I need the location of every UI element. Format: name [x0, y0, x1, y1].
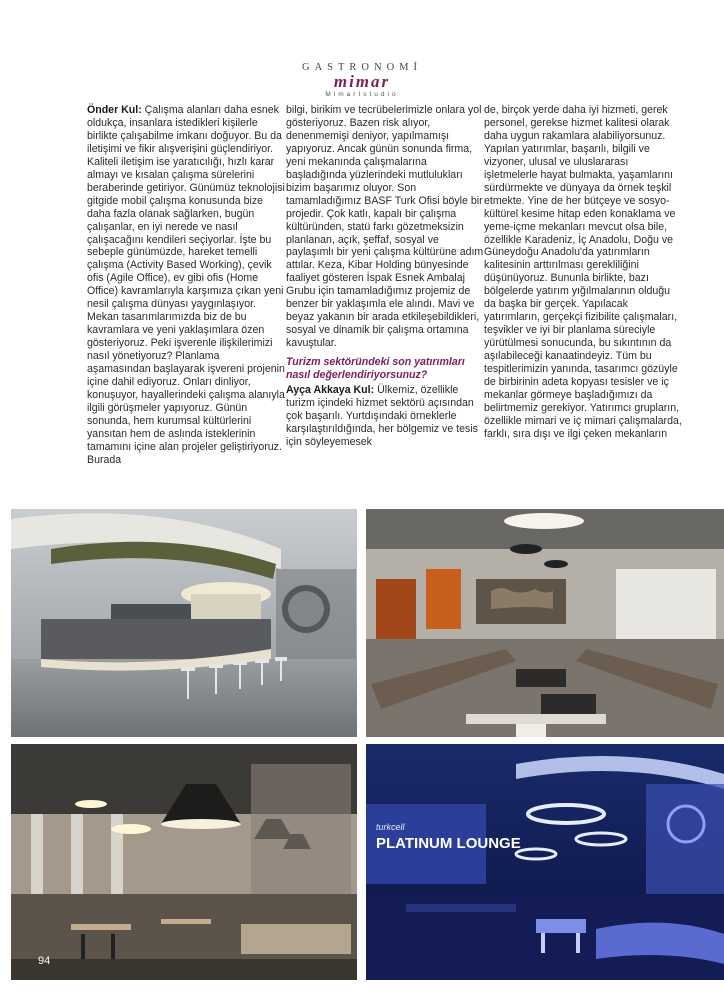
- text-column-2: [286, 104, 484, 449]
- paragraph-text: bilgi, birikim ve tecrübelerimizle onlara yol gösteriyoruz. Bazen risk alıyor, denenmemişi deniyor, yapılmamışı yapıyoruz. Ancak günün sonunda firma, yeni mekanında çalışmalarına başladığında yüzlerindeki mutlulukları bizim başarımız oluyor. Son tamamladığımız BASF Turk Ofisi böyle bir projedir. Çok katlı, kapalı bir çalışma kültüründen, statü farkı gözetmeksizin planlanan, açık, şeffaf, sosyal ve paylaşımlı bir yeni çalışma kültürüne adım attılar. Keza, Kibar Holding bünyesinde faaliyet gösteren İspak Esnek Ambalaj Grubu için tamamladığımız projemiz de benzer bir yaklaşımla ele alındı. Mavi ve beyaz yakanın bir arada etkileşebildikleri, sosyal ve dinamik bir çalışma ortamına kavuştular.: [286, 104, 484, 350]
- text-column-3: [484, 104, 682, 441]
- photo-lounge-bar: [11, 509, 357, 737]
- studio-label: MimarIstudio: [325, 91, 399, 98]
- brand-logo-text: mimar: [333, 72, 391, 91]
- paragraph-text: de, birçok yerde daha iyi hizmeti, gerek personel, gerekse hizmet kalitesi olarak daha uygun rakamlara alabiliyorsunuz. Yapılan yatırımlar, başarılı, bilgili ve vizyoner, ulusal ve uluslararası işletmelerle hayat bulmakta, yaşamlarını sürdürmekte ve dünyaya da örnek teşkil etmekte. Yine de her bütçeye ve sosyo-kültürel kesime hitap eden konaklama ve yeme-içme mekanları mevcut olsa bile, özellikle Karadeniz, İç Anadolu, Doğu ve Güneydoğu Anadolu'da yatırımların kalitesinin arttırılması gerekliliğini düşünüyoruz. Bununla birlikte, bazı bölgelerde yatırım yığılmalarının olduğu da başka bir gerçek. Yapılacak yatırımların, gerçekçi fizibilite çalışmaları, teşvikler ve iyi bir planlama süreciyle yürütülmesi sonucunda, bu sıkıntının da aşılabileceği kanaatindeyiz. Tüm bu tespitlerimizin yanında, tasarımcı gözüyle de birbirinin adeta kopyası tesisler ve iç mekanlar görmeye başladığımızı da belirtmemiz gerekiyor. Yatırımcı grupların, özellikle mimari ve iç mimari çalışmalarda, farklı, sıra dışı ve ilgi çeken mekanların: [484, 104, 682, 440]
- paragraph: [286, 104, 484, 350]
- lounge-sign-title: PLATINUM LOUNGE: [376, 835, 521, 852]
- lounge-sign-brand: turkcell: [376, 822, 405, 832]
- paragraph: [286, 384, 484, 449]
- text-column-1: [87, 104, 285, 467]
- photo-platinum-lounge: [366, 744, 724, 980]
- page-number: 94: [38, 955, 51, 967]
- paragraph-text: Çalışma alanları daha esnek oldukça, insanlara istedikleri kişilerle birlikte çalışabilme imkanı doğuyor. Bu da iletişimi ve fikir alışverişini güçlendiriyor. Kaliteli iletişim ise yaratıcılığı, hızlı karar almayı ve kısalan çalışma sürelerini beraberinde getiriyor. Günümüz teknolojisi gitgide mobil çalışma konusunda bize daha fazla olanak sağlarken, bugün çalışanlar, en iyi nerede ve nasıl çalışacağını kendileri seçiyorlar. İşte bu sebeple günümüzde, hareket temelli çalışma (Activity Based Working), çevik ofis (Agile Office), ev gibi ofis (Home Office) kavramlarıyla karşımıza çıkan yeni nesil çalışma dünyası yaygınlaşıyor. Mekan tasarımlarımızda biz de bu kavramlara ve yeni yaklaşımlara özen gösteriyoruz. Peki işverenle ilişkilerimizi nasıl yönetiyoruz? Planlama aşamasından başlayarak işvereni projenin içine dahil ediyoruz. Onları dinliyor, konuşuyor, hayallerindeki çalışma alanıyla ilgili görüşmeler yapıyoruz. Günün sonunda, hem kurumsal kültürlerini yansıtan hem de aslında isteklerinin tamamını içine alan projeler geliştiriyoruz. Burada: [87, 104, 285, 466]
- interview-question: Turizm sektöründeki son yatırımları nasıl değerlendiriyorsunuz?: [286, 356, 465, 382]
- masthead: [0, 62, 724, 98]
- speaker-name: Ayça Akkaya Kul:: [286, 384, 375, 397]
- photo-office-lounge: [366, 509, 724, 737]
- photo-restaurant: [11, 744, 357, 980]
- speaker-name: Önder Kul:: [87, 104, 142, 116]
- section-label: GASTRONOMİ: [301, 62, 422, 73]
- paragraph: [87, 104, 285, 467]
- paragraph: [484, 104, 682, 441]
- paragraph-text: Ülkemiz, özellikle turizm içindeki hizmet sektörü açısından çok başarılı. Yurtdışındaki örneklerle karşılaştırıldığında, her bölgemiz ve tesis için söyleyemesek: [286, 384, 478, 448]
